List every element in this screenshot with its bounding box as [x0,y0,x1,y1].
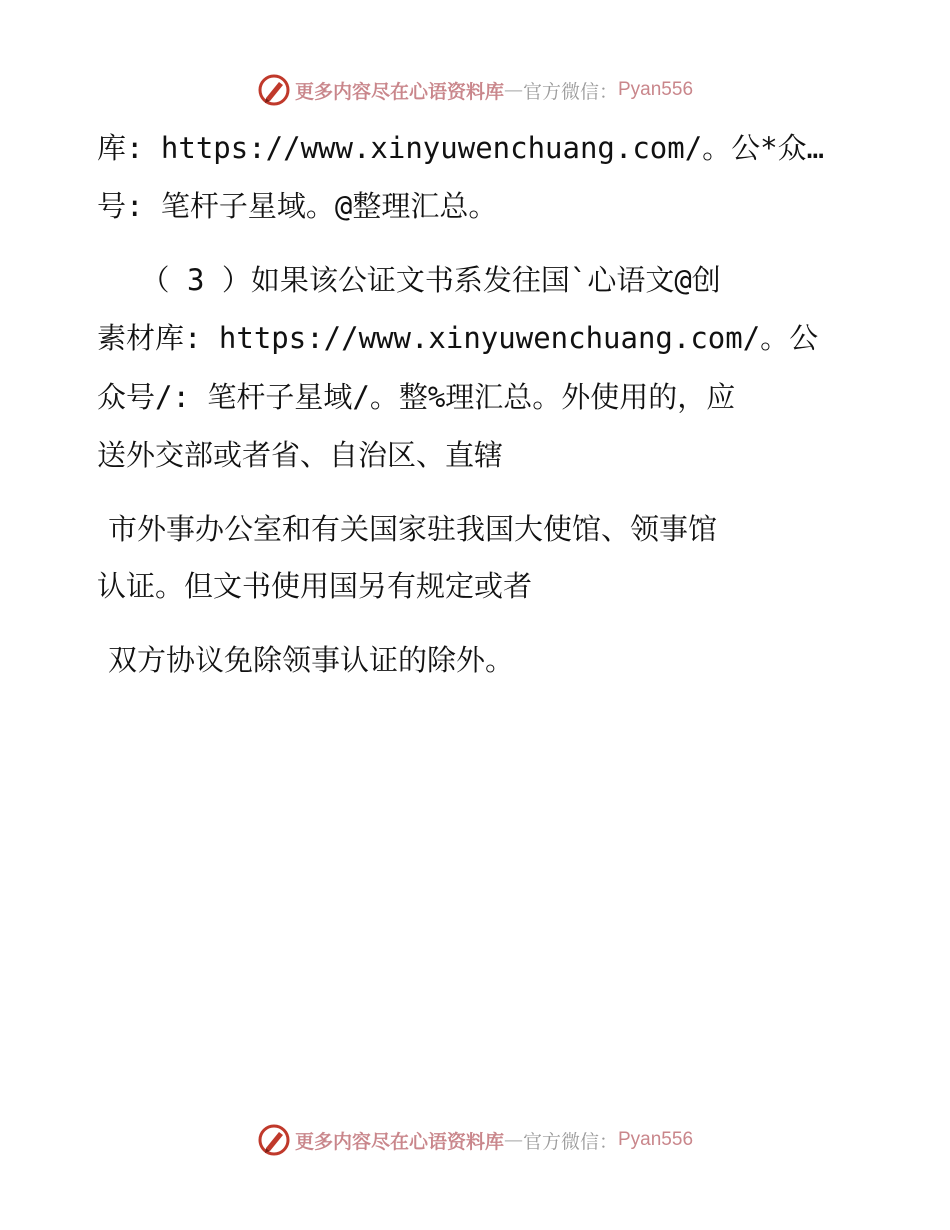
doc-line: 素材库: https://www.xinyuwenchuang.com/。公 [97,321,819,355]
doc-line: 众号/: 笔杆子星域/。整%理汇总。外使用的，应 [97,380,736,414]
footer-banner [0,1120,950,1160]
doc-line: 认证。但文书使用国另有规定或者 [97,569,533,603]
doc-line: 双方协议免除领事认证的除外。 [108,643,515,677]
banner-dash: — [503,1129,523,1151]
doc-line: 市外事办公室和有关国家驻我国大使馆、领事馆 [108,512,718,546]
header-banner [0,70,950,110]
pen-logo-icon [257,73,291,107]
banner-wechat-id: Pyan556 [618,1129,694,1150]
pen-logo-icon [257,1123,291,1157]
doc-line: 送外交部或者省、自治区、直辖 [97,438,504,472]
banner-site-text: 更多内容尽在心语资料库 [294,80,504,103]
banner-wechat-id: Pyan556 [618,79,694,100]
banner-wechat-label: 官方微信： [522,1130,618,1153]
doc-line: 库: https://www.xinyuwenchuang.com/。公*众… [97,131,825,165]
banner-site-text: 更多内容尽在心语资料库 [294,1130,504,1153]
banner-wechat-label: 官方微信： [522,80,618,103]
doc-line: （ 3 ）如果该公证文书系发往国`心语文@创 [97,263,721,297]
doc-line: 号: 笔杆子星域。@整理汇总。 [97,189,498,223]
banner-dash: — [503,79,523,101]
